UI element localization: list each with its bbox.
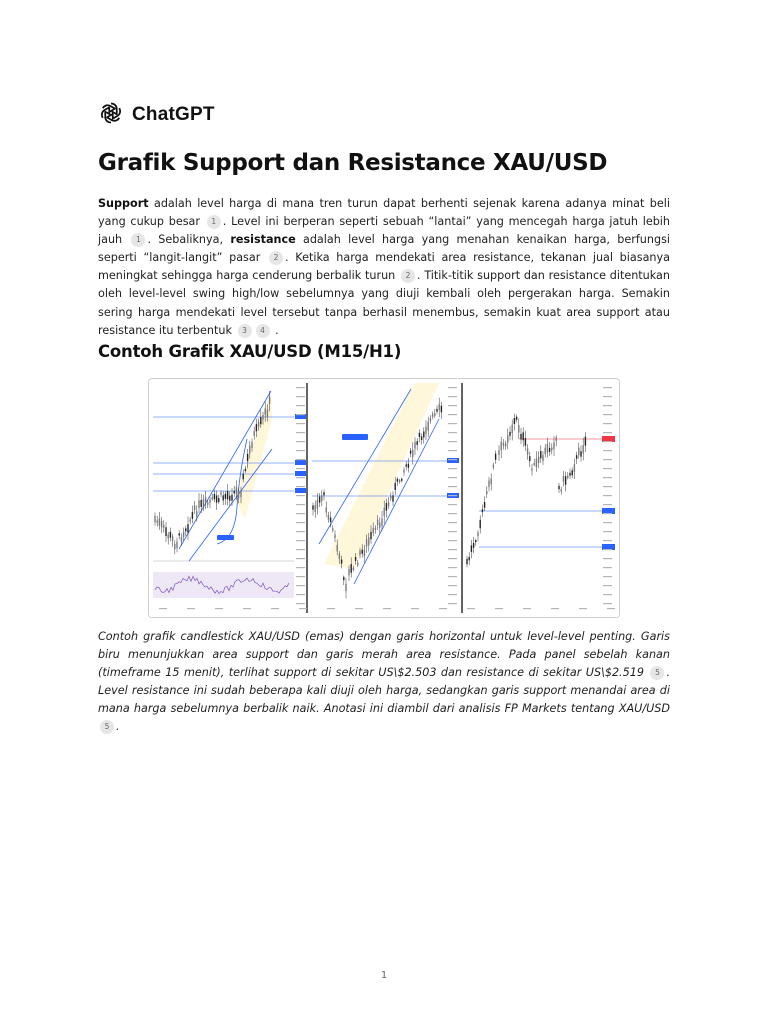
candle-body bbox=[491, 479, 492, 485]
candle-body bbox=[334, 534, 335, 538]
axis-tick bbox=[271, 608, 279, 609]
chart-image bbox=[149, 379, 619, 617]
candle-body bbox=[269, 397, 270, 404]
page-number: 1 bbox=[380, 970, 388, 981]
candle-body bbox=[227, 491, 228, 499]
axis-tick bbox=[448, 450, 457, 451]
candle-body bbox=[323, 492, 324, 495]
candle-body bbox=[441, 406, 442, 412]
candle-body bbox=[477, 532, 478, 536]
candle-body bbox=[410, 451, 411, 454]
citation-badge[interactable]: 3 bbox=[238, 324, 252, 338]
candle-body bbox=[161, 521, 162, 528]
axis-tick bbox=[448, 441, 457, 442]
candle-body bbox=[355, 557, 356, 561]
candle-body bbox=[198, 500, 199, 508]
candle-body bbox=[225, 494, 226, 499]
candle-body bbox=[406, 464, 407, 466]
candle-body bbox=[212, 497, 213, 499]
candle-body bbox=[328, 515, 329, 519]
candle-body bbox=[187, 524, 188, 532]
figure-caption bbox=[98, 628, 670, 737]
candle-body bbox=[583, 445, 584, 453]
candle-body bbox=[254, 431, 255, 436]
axis-tick bbox=[448, 477, 457, 478]
price-tag bbox=[295, 471, 306, 476]
candle-body bbox=[159, 518, 160, 525]
candle-body bbox=[408, 464, 409, 468]
candle-body bbox=[565, 476, 566, 485]
axis-tick bbox=[296, 423, 305, 424]
term-resistance: resistance bbox=[230, 233, 296, 247]
candle-body bbox=[509, 432, 510, 436]
axis-tick bbox=[603, 549, 612, 550]
rsi-band bbox=[153, 572, 294, 598]
axis-tick bbox=[296, 387, 305, 388]
axis-tick bbox=[448, 540, 457, 541]
candle-body bbox=[561, 489, 562, 491]
candle-body bbox=[563, 476, 564, 481]
intro-paragraph bbox=[98, 195, 670, 340]
candle-body bbox=[542, 455, 543, 461]
candle-body bbox=[507, 435, 508, 442]
candle-body bbox=[243, 474, 244, 480]
candle-body bbox=[536, 459, 537, 468]
candle-body bbox=[366, 539, 367, 546]
candle-body bbox=[412, 450, 413, 457]
candle-body bbox=[469, 557, 470, 560]
candle-body bbox=[475, 540, 476, 542]
candle-body bbox=[430, 418, 431, 421]
candle-body bbox=[205, 497, 206, 503]
candle-body bbox=[245, 469, 246, 471]
axis-tick bbox=[603, 522, 612, 523]
axis-tick bbox=[523, 608, 531, 609]
candle-body bbox=[434, 413, 435, 416]
candle-body bbox=[503, 443, 504, 446]
candle-body bbox=[190, 520, 191, 522]
candle-body bbox=[488, 481, 489, 487]
axis-tick bbox=[296, 549, 305, 550]
candle-body bbox=[196, 511, 197, 516]
axis-tick bbox=[603, 405, 612, 406]
citation-badge[interactable]: 2 bbox=[401, 269, 415, 283]
candle-body bbox=[525, 438, 526, 445]
candle-body bbox=[262, 415, 263, 419]
candle-body bbox=[172, 536, 173, 540]
para-text: adalah level harga di mana tren turun dapat berhenti sejenak karena adanya minat beli yang cukup besar bbox=[98, 197, 670, 229]
candle-body bbox=[403, 470, 404, 473]
candle-body bbox=[368, 537, 369, 545]
candle-body bbox=[439, 404, 440, 410]
candle-body bbox=[216, 495, 217, 502]
axis-tick bbox=[607, 608, 615, 609]
candle-body bbox=[207, 502, 208, 504]
candle-body bbox=[312, 505, 313, 509]
candle-body bbox=[265, 408, 266, 414]
caption-text: Contoh grafik candlestick XAU/USD (emas) dengan garis horizontal untuk level-level penting. Garis biru menunjukkan area support dan garis merah area resistance. Pada panel sebelah kanan (timeframe 15 menit), terlihat support di sekitar US\$2.503 dan resistance di sekitar US\$2.519 bbox=[98, 630, 670, 680]
axis-tick bbox=[448, 486, 457, 487]
axis-tick bbox=[448, 459, 457, 460]
candle-body bbox=[345, 584, 346, 591]
term-support: Support bbox=[98, 197, 149, 210]
candle-body bbox=[379, 523, 380, 528]
citation-badge[interactable]: 1 bbox=[207, 215, 221, 229]
brand-name: ChatGPT bbox=[132, 104, 215, 125]
candle-body bbox=[341, 559, 342, 563]
axis-tick bbox=[603, 513, 612, 514]
candle-body bbox=[574, 464, 575, 472]
axis-tick bbox=[603, 495, 612, 496]
candle-body bbox=[390, 496, 391, 499]
price-tag bbox=[447, 458, 459, 463]
axis-tick bbox=[603, 468, 612, 469]
axis-tick bbox=[603, 603, 612, 604]
candle-body bbox=[498, 450, 499, 455]
candle-body bbox=[337, 545, 338, 552]
candle-body bbox=[388, 502, 389, 506]
candle-body bbox=[512, 425, 513, 434]
axis-tick bbox=[603, 432, 612, 433]
candle-body bbox=[370, 532, 371, 539]
candle-body bbox=[165, 527, 166, 536]
candle-body bbox=[493, 465, 494, 468]
axis-tick bbox=[296, 468, 305, 469]
candle-body bbox=[473, 543, 474, 548]
axis-tick bbox=[296, 513, 305, 514]
candle-body bbox=[567, 476, 568, 478]
axis-tick bbox=[448, 504, 457, 505]
axis-tick bbox=[448, 522, 457, 523]
axis-tick bbox=[296, 477, 305, 478]
para-text: . Ketika harga mendekati area resistance, tekanan jual biasanya meningkat sehingga harga cenderung berbalik turun bbox=[98, 251, 671, 283]
axis-tick bbox=[187, 608, 195, 609]
candle-body bbox=[545, 448, 546, 454]
candle-body bbox=[201, 500, 202, 507]
candle-body bbox=[381, 518, 382, 526]
citation-badge[interactable]: 2 bbox=[269, 251, 283, 265]
candle-body bbox=[425, 427, 426, 434]
axis-tick bbox=[296, 432, 305, 433]
axis-tick bbox=[603, 540, 612, 541]
citation-badge[interactable]: 5 bbox=[650, 666, 664, 680]
candle-body bbox=[486, 491, 487, 494]
axis-tick bbox=[296, 459, 305, 460]
axis-tick bbox=[448, 576, 457, 577]
candle-body bbox=[236, 487, 237, 494]
axis-tick bbox=[448, 414, 457, 415]
candle-body bbox=[432, 414, 433, 417]
axis-tick bbox=[296, 594, 305, 595]
candle-body bbox=[538, 457, 539, 463]
candle-body bbox=[364, 550, 365, 557]
axis-tick bbox=[603, 414, 612, 415]
candle-body bbox=[353, 568, 354, 570]
axis-tick bbox=[296, 504, 305, 505]
candle-body bbox=[480, 520, 481, 528]
axis-tick bbox=[603, 567, 612, 568]
citation-badge[interactable]: 5 bbox=[100, 720, 114, 734]
candle-body bbox=[231, 495, 232, 501]
candle-body bbox=[516, 417, 517, 420]
axis-tick bbox=[579, 608, 587, 609]
candle-body bbox=[218, 498, 219, 502]
axis-tick bbox=[448, 432, 457, 433]
axis-tick bbox=[296, 558, 305, 559]
caption-text: . Level resistance ini sudah beberapa kali diuji oleh harga, sedangkan garis support menandai area di mana harga sebelumnya berbalik naik. Anotasi ini diambil dari analisis FP Markets tentang XAU/USD bbox=[98, 666, 671, 716]
candle-body bbox=[339, 554, 340, 559]
candle-body bbox=[359, 550, 360, 554]
candle-body bbox=[240, 491, 241, 498]
candle-body bbox=[421, 436, 422, 439]
candle-body bbox=[362, 550, 363, 554]
axis-tick bbox=[296, 414, 305, 415]
axis-tick bbox=[296, 603, 305, 604]
candle-body bbox=[471, 545, 472, 552]
candle-body bbox=[377, 520, 378, 525]
chart-figure bbox=[148, 378, 620, 618]
candle-body bbox=[576, 455, 577, 459]
candle-body bbox=[417, 441, 418, 445]
annotation-label bbox=[217, 535, 234, 540]
axis-tick bbox=[603, 423, 612, 424]
axis-tick bbox=[296, 522, 305, 523]
candle-body bbox=[174, 544, 175, 549]
candle-body bbox=[249, 446, 250, 454]
axis-tick bbox=[448, 468, 457, 469]
candle-body bbox=[529, 456, 530, 461]
axis-tick bbox=[296, 585, 305, 586]
candle-body bbox=[392, 495, 393, 501]
axis-tick bbox=[467, 608, 475, 609]
axis-tick bbox=[448, 396, 457, 397]
candle-body bbox=[229, 496, 230, 501]
axis-tick bbox=[603, 396, 612, 397]
candle-body bbox=[351, 564, 352, 573]
axis-tick bbox=[296, 531, 305, 532]
candle-body bbox=[315, 505, 316, 512]
axis-tick bbox=[296, 495, 305, 496]
axis-tick bbox=[603, 387, 612, 388]
axis-tick bbox=[299, 608, 307, 609]
axis-tick bbox=[448, 594, 457, 595]
candle-body bbox=[375, 528, 376, 530]
axis-tick bbox=[296, 450, 305, 451]
candle-body bbox=[176, 541, 177, 548]
candle-body bbox=[399, 480, 400, 482]
candle-body bbox=[553, 442, 554, 449]
page-title: Grafik Support dan Resistance XAU/USD bbox=[98, 150, 608, 176]
candle-body bbox=[247, 454, 248, 461]
candle-body bbox=[423, 431, 424, 437]
axis-tick bbox=[159, 608, 167, 609]
para-text: adalah level harga yang menahan kenaikan harga, berfungsi seperti “langit-langit” pasar bbox=[98, 233, 671, 265]
brand-header bbox=[98, 100, 215, 130]
candle-body bbox=[179, 533, 180, 535]
axis-tick bbox=[296, 567, 305, 568]
axis-tick bbox=[296, 396, 305, 397]
axis-tick bbox=[296, 540, 305, 541]
axis-tick bbox=[448, 567, 457, 568]
candle-body bbox=[267, 410, 268, 418]
candle-body bbox=[317, 500, 318, 509]
candle-body bbox=[181, 537, 182, 541]
candle-body bbox=[170, 532, 171, 538]
axis-tick bbox=[603, 459, 612, 460]
candle-body bbox=[572, 470, 573, 475]
axis-tick bbox=[603, 585, 612, 586]
axis-tick bbox=[439, 608, 447, 609]
axis-tick bbox=[603, 531, 612, 532]
candle-body bbox=[580, 451, 581, 456]
price-tag bbox=[295, 460, 306, 465]
candle-body bbox=[258, 422, 259, 427]
candle-body bbox=[534, 463, 535, 465]
citation-badge[interactable]: 1 bbox=[131, 233, 145, 247]
candle-body bbox=[332, 528, 333, 530]
candle-body bbox=[551, 448, 552, 451]
axis-tick bbox=[603, 450, 612, 451]
candle-body bbox=[414, 442, 415, 449]
candle-body bbox=[578, 448, 579, 455]
axis-tick bbox=[448, 549, 457, 550]
candle-body bbox=[183, 532, 184, 537]
candle-body bbox=[357, 563, 358, 566]
candle-body bbox=[466, 559, 467, 564]
axis-tick bbox=[411, 608, 419, 609]
candle-body bbox=[194, 505, 195, 510]
para-text: . Titik-titik support dan resistance ditentukan oleh level-level swing high/low sebelumnya yang diuji kembali oleh pergerakan harga. Semakin sering harga mendekati level tersebut tanpa berhasil menembus, semakin kuat area support atau resistance itu terbentuk bbox=[98, 269, 671, 337]
candle-body bbox=[549, 448, 550, 452]
axis-tick bbox=[448, 531, 457, 532]
axis-tick bbox=[355, 608, 363, 609]
candle-body bbox=[373, 528, 374, 533]
candle-body bbox=[428, 422, 429, 431]
axis-tick bbox=[296, 441, 305, 442]
candle-body bbox=[569, 473, 570, 476]
section-heading: Contoh Grafik XAU/USD (M15/H1) bbox=[98, 342, 402, 361]
candle-body bbox=[419, 433, 420, 437]
price-tag bbox=[295, 488, 306, 493]
candle-body bbox=[330, 518, 331, 522]
candle-body bbox=[505, 443, 506, 446]
candle-body bbox=[401, 479, 402, 481]
axis-tick bbox=[603, 504, 612, 505]
candle-body bbox=[501, 442, 502, 451]
candle-body bbox=[223, 495, 224, 500]
axis-tick bbox=[495, 608, 503, 609]
candle-body bbox=[395, 483, 396, 490]
axis-tick bbox=[296, 576, 305, 577]
axis-tick bbox=[603, 576, 612, 577]
candle-body bbox=[220, 492, 221, 494]
axis-tick bbox=[603, 594, 612, 595]
candle-body bbox=[185, 528, 186, 531]
candle-body bbox=[163, 525, 164, 527]
candle-body bbox=[168, 535, 169, 539]
candle-body bbox=[556, 437, 557, 441]
candle-body bbox=[518, 425, 519, 432]
caption-text: . bbox=[116, 720, 120, 734]
candle-body bbox=[547, 444, 548, 453]
candle-body bbox=[214, 494, 215, 499]
candle-body bbox=[251, 442, 252, 448]
axis-tick bbox=[551, 608, 559, 609]
axis-tick bbox=[383, 608, 391, 609]
axis-tick bbox=[603, 486, 612, 487]
candle-body bbox=[514, 418, 515, 424]
candle-body bbox=[520, 434, 521, 440]
axis-tick bbox=[603, 477, 612, 478]
candle-body bbox=[384, 508, 385, 516]
candle-body bbox=[343, 577, 344, 580]
candle-body bbox=[203, 499, 204, 507]
axis-tick bbox=[448, 558, 457, 559]
axis-tick bbox=[603, 558, 612, 559]
candle-body bbox=[209, 499, 210, 503]
candle-body bbox=[484, 502, 485, 508]
candle-body bbox=[523, 432, 524, 440]
candle-body bbox=[527, 448, 528, 454]
axis-tick bbox=[215, 608, 223, 609]
candle-body bbox=[558, 486, 559, 489]
candle-body bbox=[157, 520, 158, 523]
axis-tick bbox=[448, 405, 457, 406]
axis-tick bbox=[243, 608, 251, 609]
candle-body bbox=[482, 509, 483, 512]
annotation-label bbox=[342, 434, 368, 440]
candle-body bbox=[234, 491, 235, 494]
para-text: . bbox=[275, 323, 279, 337]
candle-body bbox=[321, 495, 322, 501]
candle-body bbox=[238, 491, 239, 498]
candle-body bbox=[495, 454, 496, 460]
axis-tick bbox=[448, 423, 457, 424]
candle-body bbox=[386, 503, 387, 511]
candle-body bbox=[326, 507, 327, 512]
para-text: . Sebaliknya, bbox=[147, 233, 231, 247]
axis-tick bbox=[296, 405, 305, 406]
candle-body bbox=[192, 512, 193, 519]
axis-tick bbox=[603, 441, 612, 442]
axis-tick bbox=[448, 513, 457, 514]
candle-body bbox=[436, 409, 437, 412]
candle-body bbox=[348, 569, 349, 575]
axis-tick bbox=[296, 486, 305, 487]
citation-badge[interactable]: 4 bbox=[256, 324, 270, 338]
axis-tick bbox=[448, 585, 457, 586]
candle-body bbox=[531, 468, 532, 470]
para-text: . Level ini berperan seperti sebuah “lantai” yang mencegah harga jatuh lebih jauh bbox=[98, 215, 671, 247]
axis-tick bbox=[448, 495, 457, 496]
candle-body bbox=[319, 497, 320, 503]
candle-body bbox=[256, 424, 257, 431]
candle-body bbox=[154, 516, 155, 522]
axis-tick bbox=[448, 603, 457, 604]
candle-body bbox=[397, 479, 398, 482]
axis-tick bbox=[448, 387, 457, 388]
openai-logo-icon bbox=[98, 100, 124, 130]
candle-body bbox=[540, 451, 541, 458]
axis-tick bbox=[327, 608, 335, 609]
candle-body bbox=[585, 437, 586, 446]
candle-body bbox=[260, 417, 261, 424]
